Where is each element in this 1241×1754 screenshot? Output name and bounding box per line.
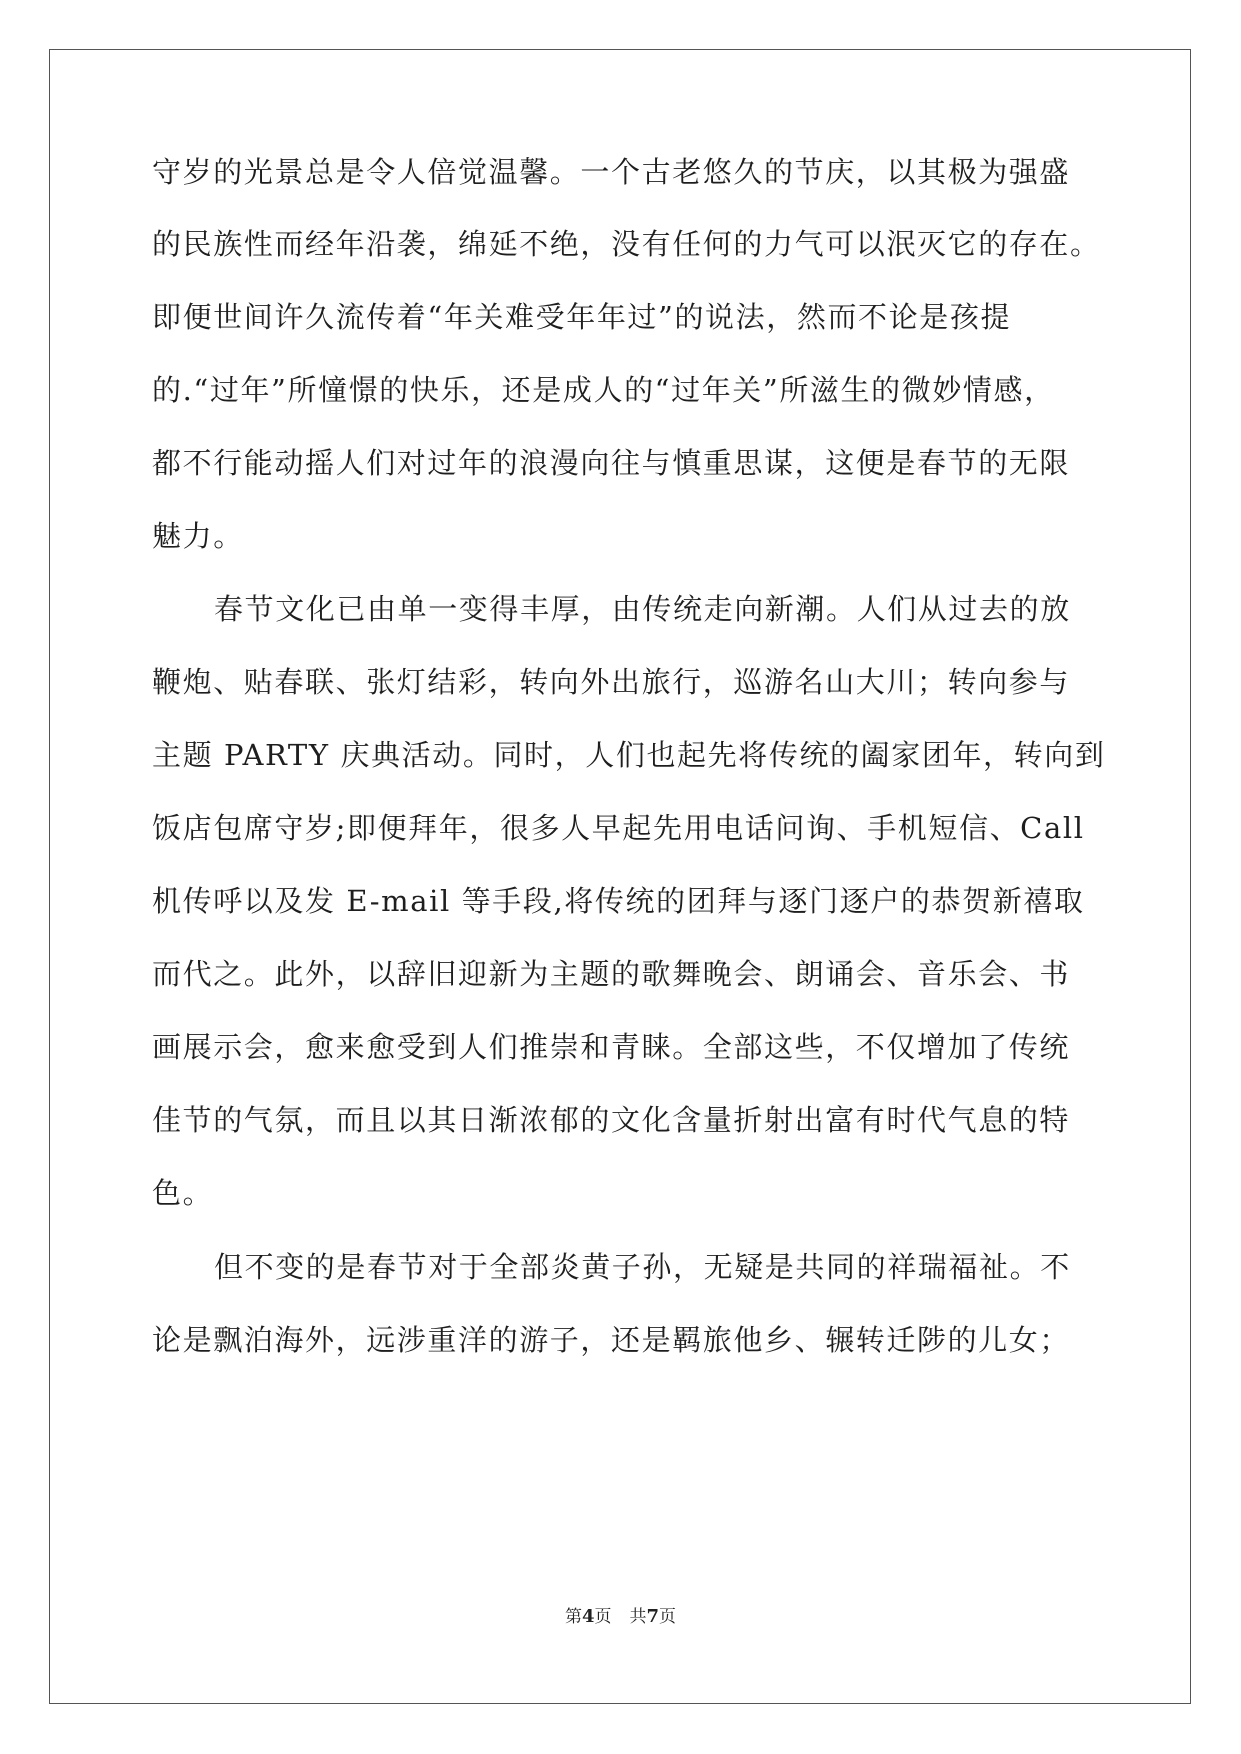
paragraph-first-line: 春节文化已由单一变得丰厚，由传统走向新潮。人们从过去的放 xyxy=(214,592,1071,626)
paragraph-first-line: 但不变的是春节对于全部炎黄子孙，无疑是共同的祥瑞福祉。不 xyxy=(214,1250,1071,1284)
page-number: 4 xyxy=(581,1606,595,1627)
text-line: 佳节的气氛，而且以其日渐浓郁的文化含量折射出富有时代气息的特 xyxy=(152,1103,1071,1137)
text-line: 主题 PARTY 庆典活动。同时，人们也起先将传统的阖家团年，转向到 xyxy=(152,738,1106,772)
page-suffix: 页 xyxy=(594,1607,612,1627)
text-line: 都不行能动摇人们对过年的浪漫向往与慎重思谋，这便是春节的无限 xyxy=(152,446,1071,480)
page-prefix: 第 xyxy=(564,1607,582,1627)
text-line: 鞭炮、贴春联、张灯结彩，转向外出旅行，巡游名山大川；转向参与 xyxy=(152,665,1071,699)
text-line: 色。 xyxy=(152,1176,214,1210)
text-line: 画展示会，愈来愈受到人们推崇和青睐。全部这些，不仅增加了传统 xyxy=(152,1030,1071,1064)
text-line: 饭店包席守岁;即便拜年，很多人早起先用电话问询、手机短信、Call xyxy=(152,811,1085,845)
text-line: 的民族性而经年沿袭，绵延不绝，没有任何的力气可以泯灭它的存在。 xyxy=(152,227,1101,261)
text-line: 机传呼以及发 E-mail 等手段,将传统的团拜与逐门逐户的恭贺新禧取 xyxy=(152,884,1085,918)
total-suffix: 页 xyxy=(659,1607,677,1627)
text-line: 魅力。 xyxy=(152,519,244,553)
total-pages: 7 xyxy=(646,1606,660,1627)
page-footer xyxy=(0,1604,1241,1630)
text-line: 论是飘泊海外，远涉重洋的游子，还是羁旅他乡、辗转迁陟的儿女； xyxy=(152,1323,1071,1357)
total-prefix: 共 xyxy=(629,1607,647,1627)
text-line: 的.“过年”所憧憬的快乐，还是成人的“过年关”所滋生的微妙情感， xyxy=(152,373,1055,407)
text-line: 即便世间许久流传着“年关难受年年过”的说法，然而不论是孩提 xyxy=(152,300,1012,334)
text-line: 守岁的光景总是令人倍觉温馨。一个古老悠久的节庆，以其极为强盛 xyxy=(152,155,1071,189)
text-line: 而代之。此外，以辞旧迎新为主题的歌舞晚会、朗诵会、音乐会、书 xyxy=(152,957,1071,991)
